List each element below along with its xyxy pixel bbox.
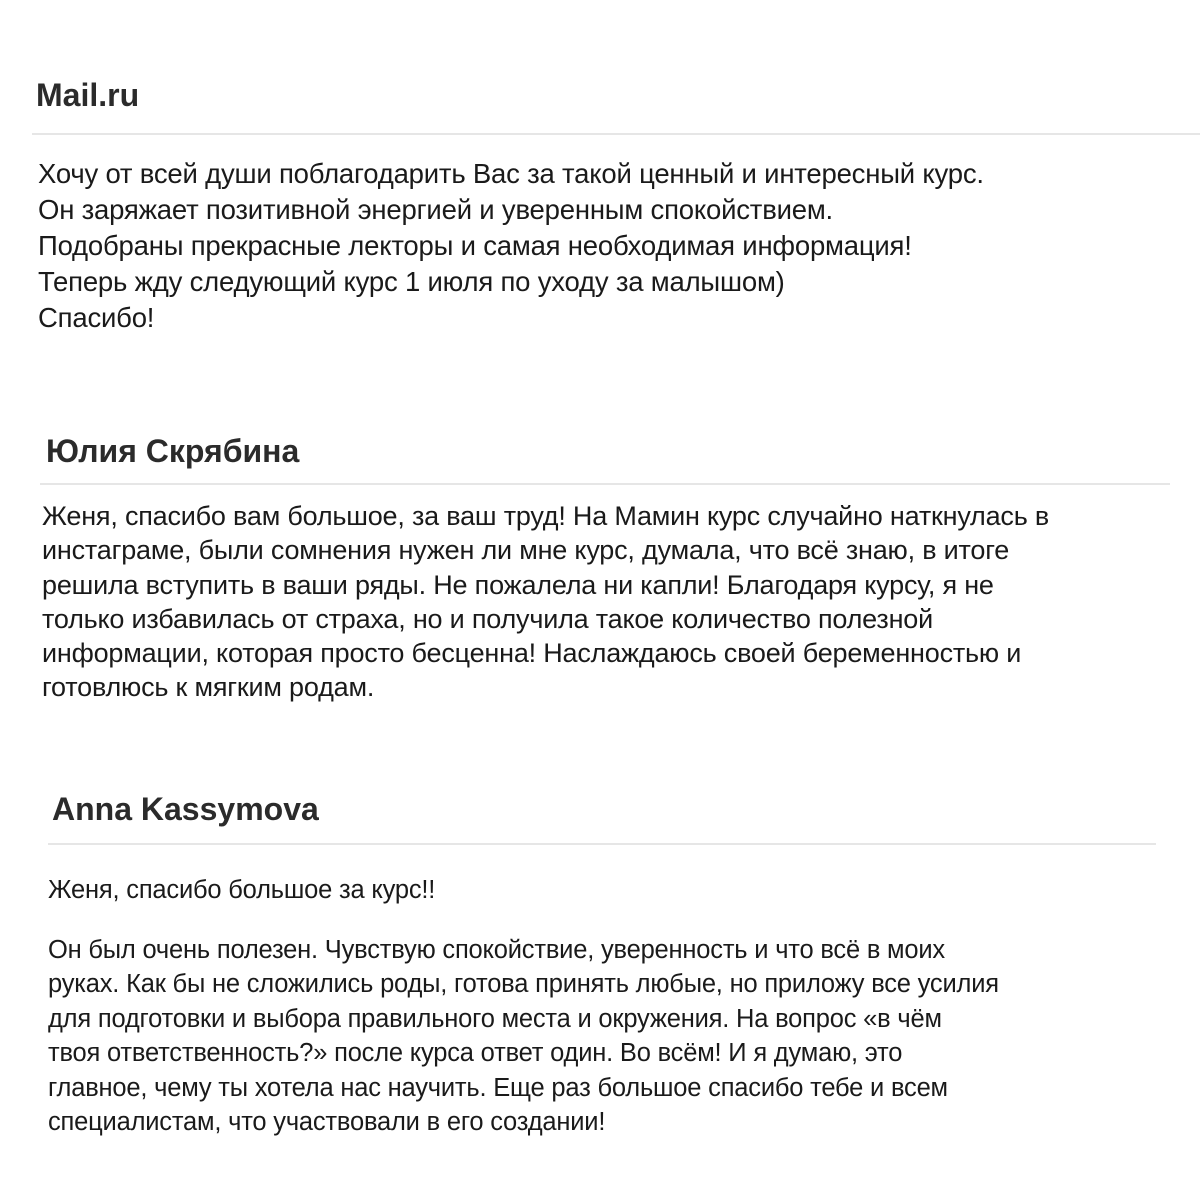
message-line	[48, 907, 999, 933]
message-line: Женя, спасибо вам большое, за ваш труд! На Мамин курс случайно наткнулась в	[42, 501, 1050, 531]
message-line: только избавилась от страха, но и получила такое количество полезной	[42, 603, 933, 634]
sender-name: Mail.ru	[36, 77, 140, 113]
message-line: готовлюсь к мягким родам.	[42, 672, 375, 703]
message-line: Спасибо!	[38, 302, 155, 333]
message-line: твоя ответственность?» после курса ответ один. Во всём! И я думаю, это	[48, 1039, 903, 1068]
message-line: инстаграме, были сомнения нужен ли мне курс, думала, что всё знаю, в итоге	[42, 535, 1010, 566]
message-line: информации, которая просто бесценна! Наслаждаюсь своей беременностью и	[42, 638, 1022, 669]
message-body	[38, 156, 984, 336]
message-body	[48, 873, 999, 1139]
sender-name: Anna Kassymova	[52, 791, 319, 827]
message-line: Подобраны прекрасные лекторы и самая необходимая информация!	[38, 230, 912, 261]
divider	[32, 133, 1200, 135]
divider	[48, 843, 1156, 845]
message-line: для подготовки и выбора правильного места и окружения. На вопрос «в чём	[48, 1004, 942, 1033]
message-line: Хочу от всей души поблагодарить Вас за такой ценный и интересный курс.	[38, 158, 984, 189]
message-line: руках. Как бы не сложились роды, готова принять любые, но приложу все усилия	[48, 970, 999, 999]
message-line: Теперь жду следующий курс 1 июля по уходу за малышом)	[38, 266, 785, 297]
message-line: Женя, спасибо большое за курс!!	[48, 876, 436, 904]
message-line: специалистам, что участвовали в его создании!	[48, 1107, 606, 1136]
message-line: Он был очень полезен. Чувствую спокойствие, уверенность и что всё в моих	[48, 935, 945, 964]
message-line: Он заряжает позитивной энергией и уверенным спокойствием.	[38, 194, 834, 225]
message-line: главное, чему ты хотела нас научить. Еще раз большое спасибо тебе и всем	[48, 1073, 948, 1102]
divider	[40, 483, 1170, 485]
sender-name: Юлия Скрябина	[46, 433, 300, 469]
message-line: решила вступить в ваши ряды. Не пожалела ни капли! Благодаря курсу, я не	[42, 569, 994, 600]
message-body	[42, 499, 1049, 705]
